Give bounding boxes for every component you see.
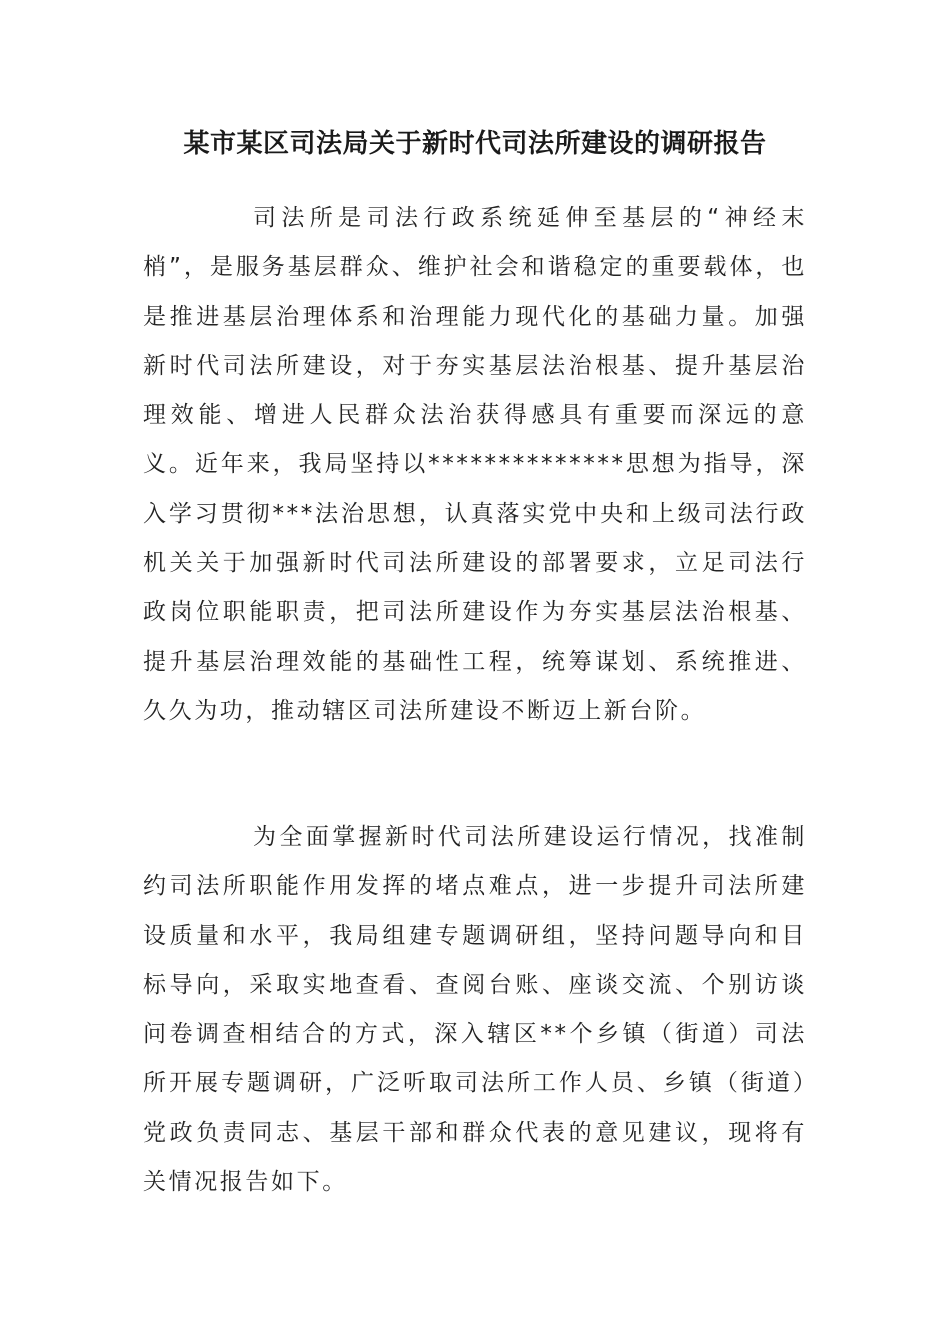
body-paragraph-2: 为全面掌握新时代司法所建设运行情况，找准制约司法所职能作用发挥的堵点难点，进一步提升司法所建设质量和水平，我局组建专题调研组，坚持问题导向和目标导向，采取实地查看、查阅台账、座谈交流、个别访谈问卷调查相结合的方式，深入辖区**个乡镇（街道）司法所开展专题调研，广泛听取司法所工作人员、乡镇（街道）党政负责同志、基层干部和群众代表的意见建议，现将有关情况报告如下。	[143, 824, 807, 1196]
document-title: 某市某区司法局关于新时代司法所建设的调研报告	[183, 129, 767, 159]
body-paragraph-1: 司法所是司法行政系统延伸至基层的“神经末梢”，是服务基层群众、维护社会和谐稳定的重要载体，也是推进基层治理体系和治理能力现代化的基础力量。加强新时代司法所建设，对于夯实基层法治根基、提升基层治理效能、增进人民群众法治获得感具有重要而深远的意义。近年来，我局坚持以**************思想为指导，深入学习贯彻***法治思想，认真落实党中央和上级司法行政机关关于加强新时代司法所建设的部署要求，立足司法行政岗位职能职责，把司法所建设作为夯实基层法治根基、提升基层治理效能的基础性工程，统筹谋划、系统推进、久久为功，推动辖区司法所建设不断迈上新台阶。	[143, 205, 807, 724]
